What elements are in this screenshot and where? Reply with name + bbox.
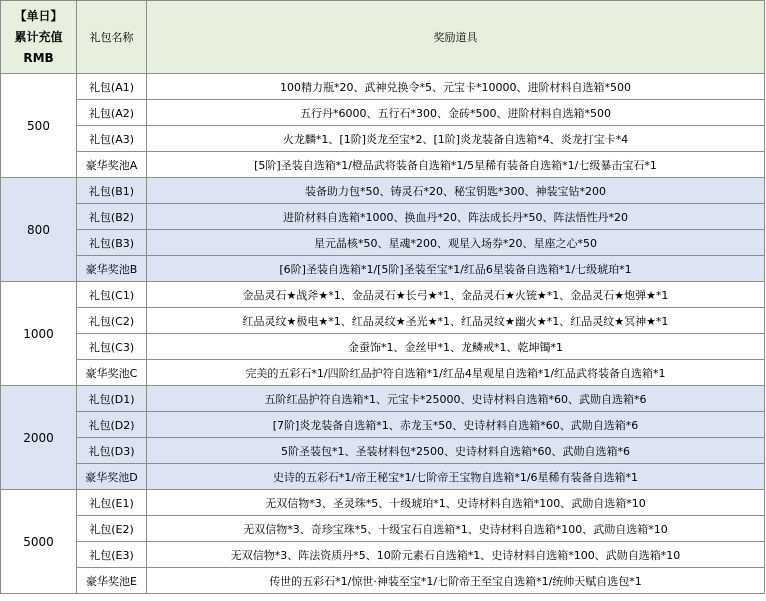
pack-rewards: [7阶]炎龙装备自选箱*1、赤龙玉*50、史诗材料自选箱*60、武勋自选箱*6 — [147, 412, 765, 438]
pack-rewards: 无双信物*3、奇珍宝珠*5、十级宝石自选箱*1、史诗材料自选箱*100、武勋自选箱*10 — [147, 516, 765, 542]
table-row — [1, 126, 765, 152]
table-row — [1, 568, 765, 594]
table-row — [1, 334, 765, 360]
pack-name: 礼包(E2) — [77, 516, 147, 542]
header-tier-line3: RMB — [23, 50, 54, 65]
pack-rewards: 红品灵纹★极电★*1、红品灵纹★圣光★*1、红品灵纹★幽火★*1、红品灵纹★冥神★*1 — [147, 308, 765, 334]
pack-name: 礼包(E3) — [77, 542, 147, 568]
pack-name: 豪华奖池B — [77, 256, 147, 282]
pack-rewards: 五行丹*6000、五行石*300、金砖*500、进阶材料自选箱*500 — [147, 100, 765, 126]
header-tier-line2: 累计充值 — [14, 29, 63, 44]
pack-name: 礼包(D1) — [77, 386, 147, 412]
header-rewards: 奖励道具 — [147, 1, 765, 74]
header-pack-name: 礼包名称 — [77, 1, 147, 74]
table-row — [1, 282, 765, 308]
pack-name: 豪华奖池D — [77, 464, 147, 490]
pack-name: 礼包(B1) — [77, 178, 147, 204]
tier-amount: 800 — [1, 178, 77, 282]
tier-amount: 500 — [1, 74, 77, 178]
table-row — [1, 386, 765, 412]
pack-name: 礼包(A3) — [77, 126, 147, 152]
table-row — [1, 412, 765, 438]
pack-name: 礼包(B2) — [77, 204, 147, 230]
tier-amount: 5000 — [1, 490, 77, 594]
table-row — [1, 178, 765, 204]
pack-rewards: 装备助力包*50、铸灵石*20、秘宝钥匙*300、神装宝钻*200 — [147, 178, 765, 204]
table-row — [1, 204, 765, 230]
table-row — [1, 308, 765, 334]
pack-rewards: 火龙麟*1、[1阶]炎龙至宝*2、[1阶]炎龙装备自选箱*4、炎龙打宝卡*4 — [147, 126, 765, 152]
header-tier — [1, 1, 77, 74]
pack-rewards: 100精力瓶*20、武神兑换令*5、元宝卡*10000、进阶材料自选箱*500 — [147, 74, 765, 100]
table-row — [1, 230, 765, 256]
pack-name: 礼包(C2) — [77, 308, 147, 334]
table-row — [1, 100, 765, 126]
table-row — [1, 360, 765, 386]
pack-name: 豪华奖池E — [77, 568, 147, 594]
pack-name: 礼包(C1) — [77, 282, 147, 308]
pack-rewards: 星元晶核*50、星魂*200、观星入场券*20、星座之心*50 — [147, 230, 765, 256]
table-row — [1, 542, 765, 568]
pack-name: 礼包(A2) — [77, 100, 147, 126]
pack-rewards: 进阶材料自选箱*1000、换血丹*20、阵法成长丹*50、阵法悟性丹*20 — [147, 204, 765, 230]
pack-name: 豪华奖池A — [77, 152, 147, 178]
pack-rewards: 5阶圣装包*1、圣装材料包*2500、史诗材料自选箱*60、武勋自选箱*6 — [147, 438, 765, 464]
pack-name: 礼包(D3) — [77, 438, 147, 464]
pack-name: 礼包(A1) — [77, 74, 147, 100]
table-row — [1, 74, 765, 100]
pack-rewards: 金品灵石★战斧★*1、金品灵石★长弓★*1、金品灵石★火铳★*1、金品灵石★炮弹★*1 — [147, 282, 765, 308]
header-tier-line1: 【单日】 — [14, 8, 63, 23]
pack-rewards: 史诗的五彩石*1/帝王秘宝*1/七阶帝王宝物自选箱*1/6星稀有装备自选箱*1 — [147, 464, 765, 490]
tier-amount: 2000 — [1, 386, 77, 490]
table-row — [1, 256, 765, 282]
table-row — [1, 490, 765, 516]
pack-rewards: [5阶]圣装自选箱*1/橙品武将装备自选箱*1/5星稀有装备自选箱*1/七级暴击宝石*1 — [147, 152, 765, 178]
pack-name: 礼包(E1) — [77, 490, 147, 516]
table-row — [1, 438, 765, 464]
table-row — [1, 516, 765, 542]
header-row — [1, 1, 765, 74]
pack-name: 礼包(D2) — [77, 412, 147, 438]
tier-amount: 1000 — [1, 282, 77, 386]
pack-rewards: 无双信物*3、阵法资质丹*5、10阶元素石自选箱*1、史诗材料自选箱*100、武勋自选箱*10 — [147, 542, 765, 568]
pack-name: 豪华奖池C — [77, 360, 147, 386]
pack-rewards: 无双信物*3、圣灵珠*5、十级琥珀*1、史诗材料自选箱*100、武勋自选箱*10 — [147, 490, 765, 516]
pack-rewards: 五阶红品护符自选箱*1、元宝卡*25000、史诗材料自选箱*60、武勋自选箱*6 — [147, 386, 765, 412]
pack-rewards: [6阶]圣装自选箱*1/[5阶]圣装至宝*1/红品6星装备自选箱*1/七级琥珀*1 — [147, 256, 765, 282]
table-row — [1, 464, 765, 490]
pack-rewards: 完美的五彩石*1/四阶红品护符自选箱*1/红品4星观星自选箱*1/红品武将装备自选箱*1 — [147, 360, 765, 386]
pack-rewards: 传世的五彩石*1/惊世·神装至宝*1/七阶帝王至宝自选箱*1/统帅天赋自选包*1 — [147, 568, 765, 594]
table-row — [1, 152, 765, 178]
pack-name: 礼包(C3) — [77, 334, 147, 360]
pack-name: 礼包(B3) — [77, 230, 147, 256]
pack-rewards: 金蚕饰*1、金丝甲*1、龙鳞戒*1、乾坤镯*1 — [147, 334, 765, 360]
